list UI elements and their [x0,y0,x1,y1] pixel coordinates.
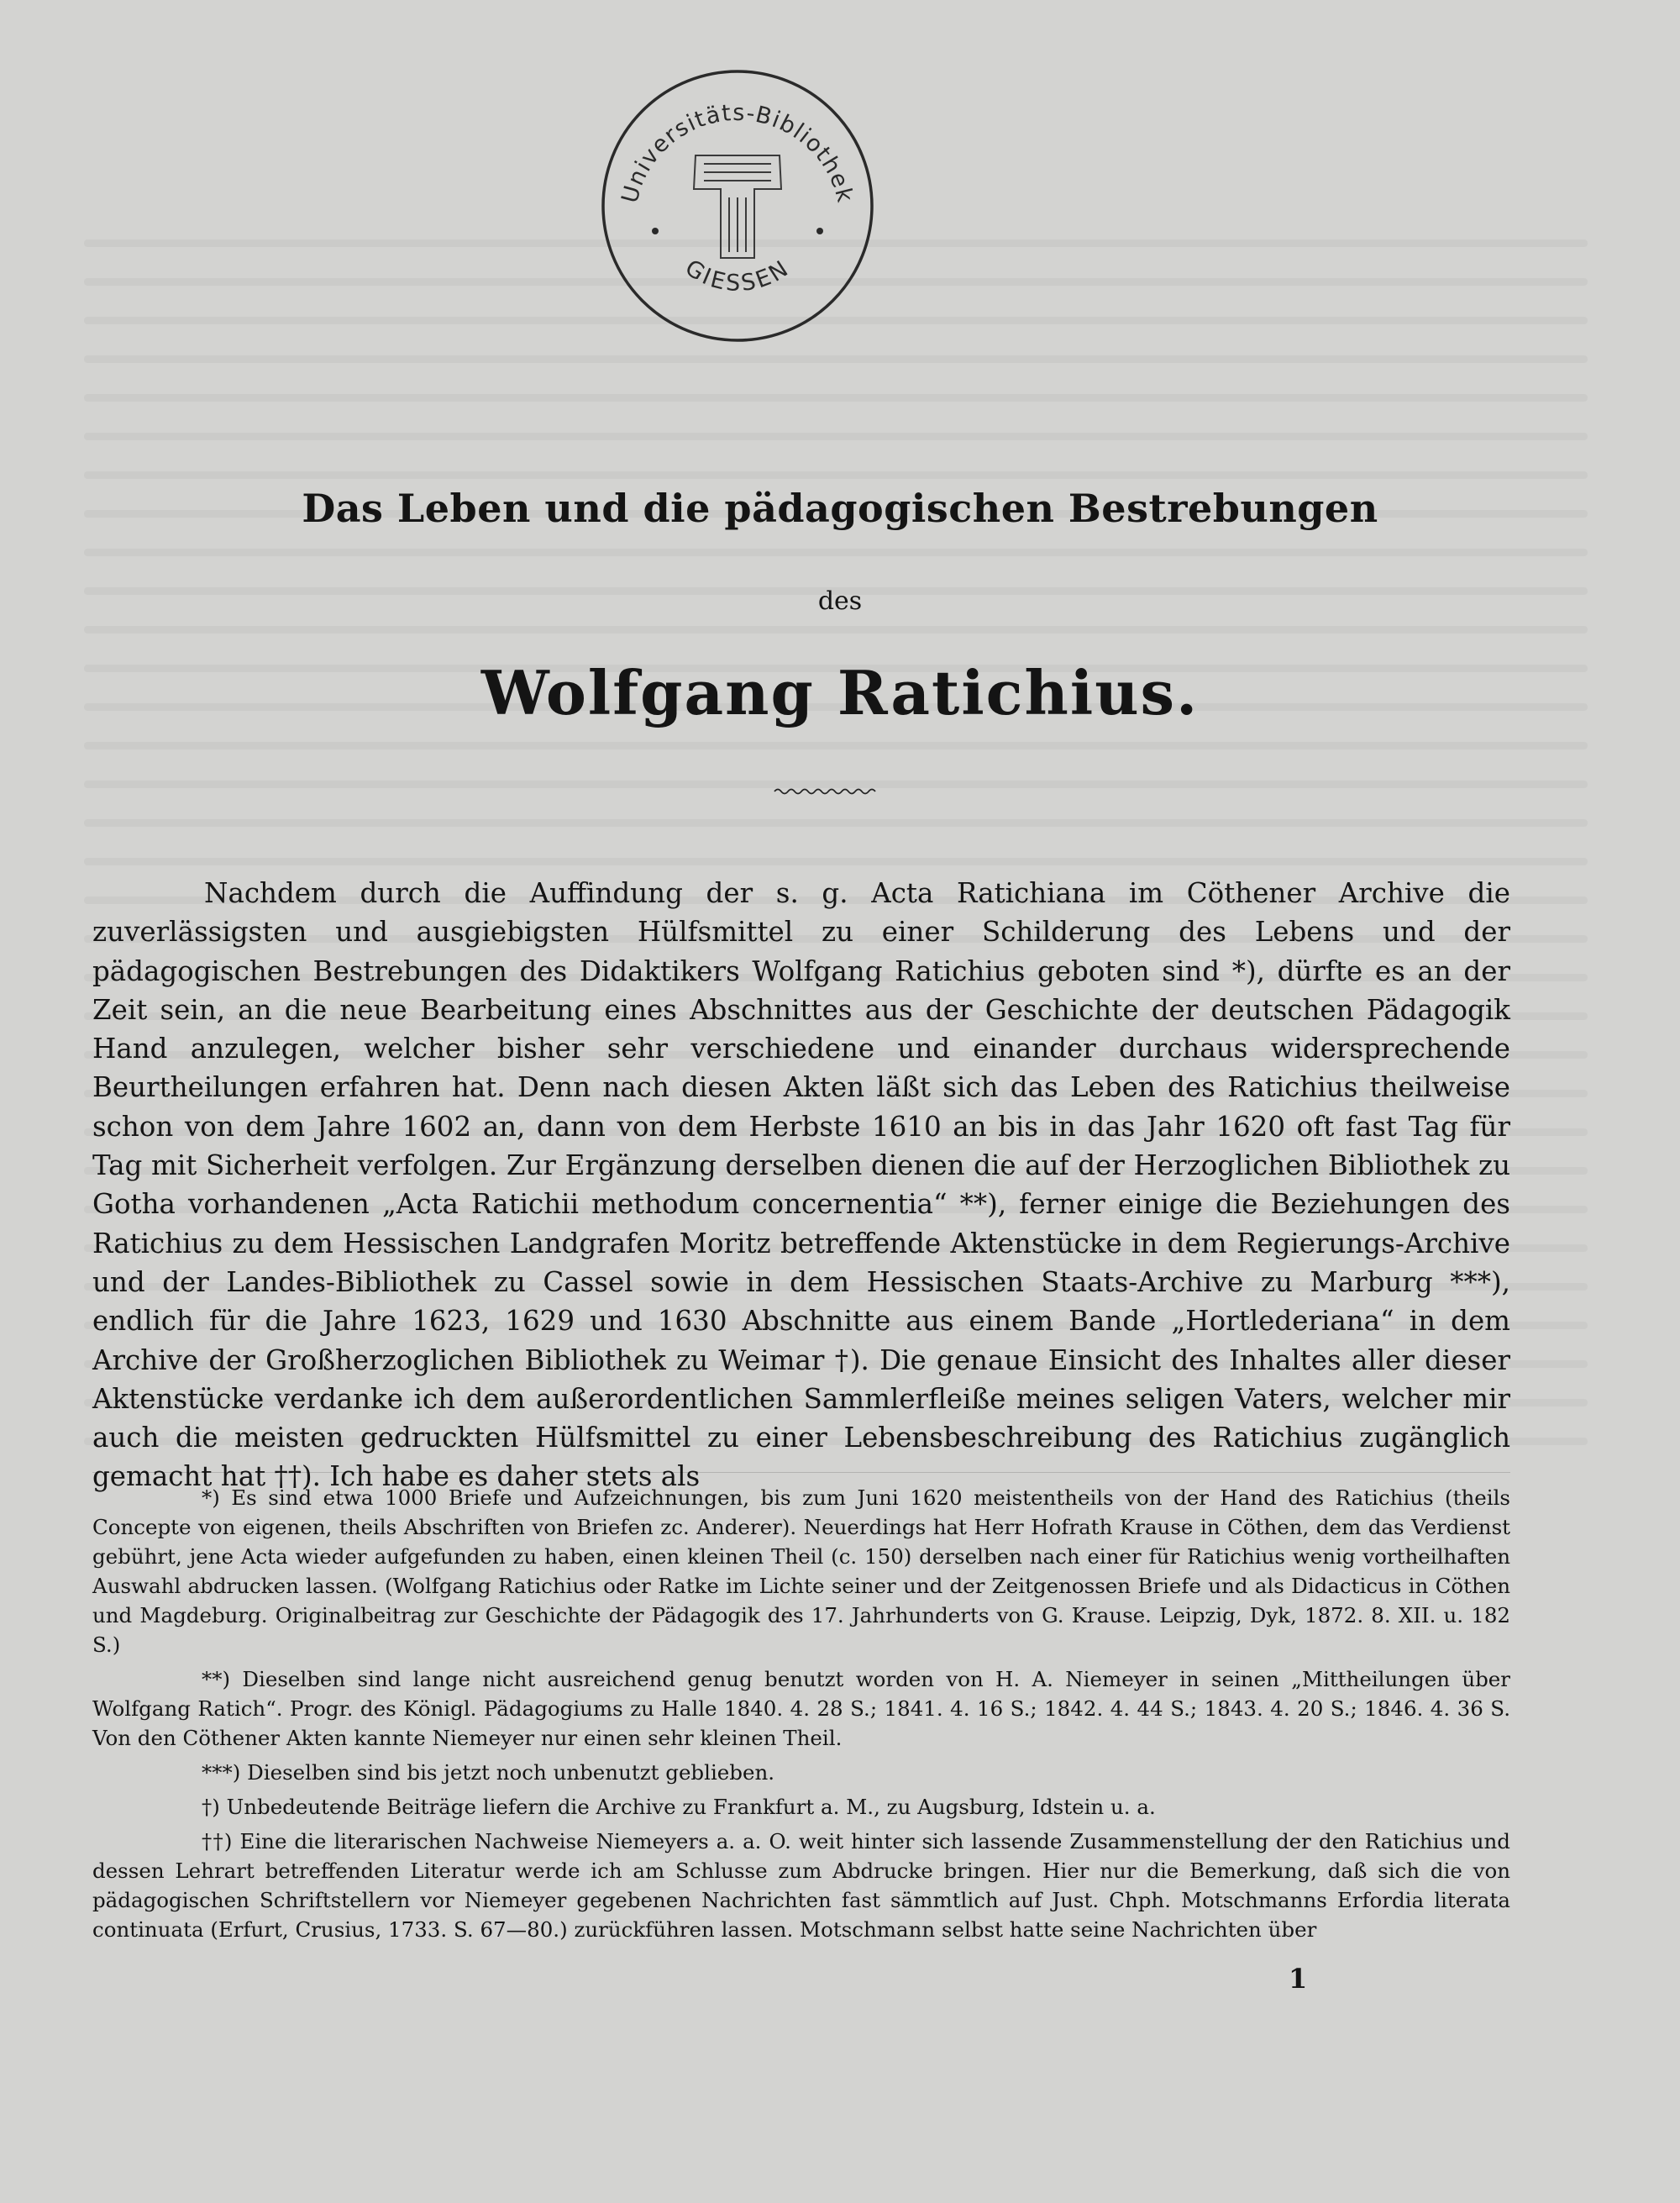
stamp-dot-right [816,228,823,234]
footnote-1: *) Es sind etwa 1000 Briefe und Aufzeichnungen, bis zum Juni 1620 meistentheils von der Hand des Ratichius (theils Concepte von eigenen, theils Abschriften von Briefen zc. Anderer). Neuerdings hat Herr Hofrath Krause in Cöthen, dem das Verdienst gebührt, jene Acta wieder aufgefunden zu haben, einen kleinen Theil (c. 150) derselben nach einer für Ratichius wenig vortheilhaften Auswahl abdrucken lassen. (Wolfgang Ratichius oder Ratke im Lichte seiner und der Zeitgenossen Briefe und als Didacticus in Cöthen und Magdeburg. Originalbeitrag zur Geschichte der Pädagogik des 17. Jahrhunderts von G. Krause. Leipzig, Dyk, 1872. 8. XII. u. 182 S.) [92,1485,1510,1657]
stamp-arc-text: Universitäts-Bibliothek [617,99,858,207]
footnote-5: ††) Eine die literarischen Nachweise Niemeyers a. a. O. weit hinter sich lassende Zusammenstellung der den Ratichius und dessen Lehrart betreffenden Literatur werde ich am Schlusse zum Abdrucke bringen. Hier nur die Bemerkung, daß sich die von pädagogischen Schriftstellern vor Niemeyer gegebenen Nachrichten fast sämmtlich auf Just. Chph. Motschmanns Erfordia literata continuata (Erfurt, Crusius, 1733. S. 67—80.) zurückführen lassen. Motschmann selbst hatte seine Nachrichten über [92,1829,1510,1942]
stamp-dot-left [652,228,659,234]
page-number: 1 [1289,1963,1308,1995]
title-line-2: Wolfgang Ratichius. [480,657,1200,728]
title-des: des [817,586,863,616]
title-line-1: Das Leben und die pädagogischen Bestrebungen [302,486,1378,531]
footnote-separator [92,1472,1510,1473]
library-stamp [595,63,880,349]
footnote-4: †) Unbedeutende Beiträge liefern die Archive zu Frankfurt a. M., zu Augsburg, Idstein u. a. [202,1795,1156,1819]
stamp-city-text: GIESSEN [680,255,795,297]
footnote-2: **) Dieselben sind lange nicht ausreichend genug benutzt worden von H. A. Niemeyer in seinen „Mittheilungen über Wolfgang Ratich“. Progr. des Königl. Pädagogiums zu Halle 1840. 4. 28 S.; 1841. 4. 16 S.; 1842. 4. 44 S.; 1843. 4. 20 S.; 1846. 4. 36 S. Von den Cöthener Akten kannte Niemeyer nur einen sehr kleinen Theil. [92,1667,1510,1750]
footnotes [92,1483,1510,1944]
tau-cross-emblem [694,155,781,258]
svg-text:GIESSEN [680,255,795,297]
footnote-3: ***) Dieselben sind bis jetzt noch unbenutzt geblieben. [202,1760,775,1785]
svg-text:Universitäts-Bibliothek [617,100,858,206]
title-ornament-rule [773,786,879,797]
body-paragraph: Nachdem durch die Auffindung der s. g. Acta Ratichiana im Cöthener Archive die zuverlässigsten und ausgiebigsten Hülfsmittel zu einer Schilderung des Lebens und der pädagogischen Bestrebungen des Didaktikers Wolfgang Ratichius geboten sind *), dürfte es an der Zeit sein, an die neue Bearbeitung eines Abschnittes aus der Geschichte der deutschen Pädagogik Hand anzulegen, welcher bisher sehr verschiedene und einander durchaus widersprechende Beurtheilungen erfahren hat. Denn nach diesen Akten läßt sich das Leben des Ratichius theilweise schon von dem Jahre 1602 an, dann von dem Herbste 1610 an bis in das Jahr 1620 oft fast Tag für Tag mit Sicherheit verfolgen. Zur Ergänzung derselben dienen die auf der Herzoglichen Bibliothek zu Gotha vorhandenen „Acta Ratichii methodum concernentia“ **), ferner einige die Beziehungen des Ratichius zu dem Hessischen Landgrafen Moritz betreffende Aktenstücke in dem Regierungs-Archive und der Landes-Bibliothek zu Cassel sowie in dem Hessischen Staats-Archive zu Marburg ***), endlich für die Jahre 1623, 1629 und 1630 Abschnitte aus einem Bande „Hortlederiana“ in dem Archive der Großherzoglichen Bibliothek zu Weimar †). Die genaue Einsicht des Inhaltes aller dieser Aktenstücke verdanke ich dem außerordentlichen Sammlerfleiße meines seligen Vaters, welcher mir auch die meisten gedruckten Hülfsmittel zu einer Lebensbeschreibung des Ratichius zugänglich gemacht hat ††). Ich habe es daher stets als [92,877,1510,1493]
